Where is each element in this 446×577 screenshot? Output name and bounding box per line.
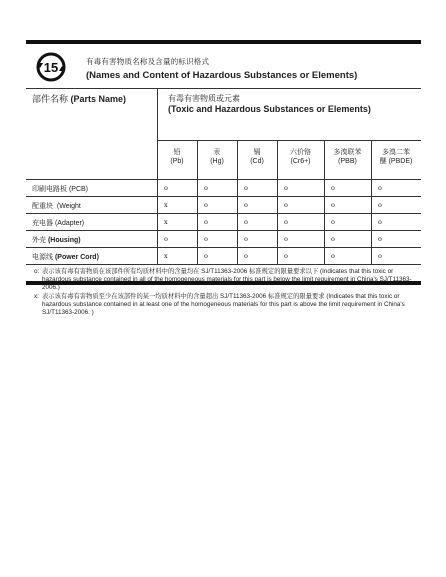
cell-value: x: [164, 201, 168, 209]
divider: [26, 213, 421, 214]
toxic-substances-header-cn: 有毒有害物质或元素: [168, 94, 240, 103]
cell-value: o: [331, 184, 335, 192]
cell-value: o: [284, 184, 288, 192]
toxic-substances-header-en: (Toxic and Hazardous Substances or Elements): [168, 104, 371, 114]
cell-value: o: [204, 184, 208, 192]
cell-value: x: [164, 218, 168, 226]
cell-value: o: [378, 184, 382, 192]
cell-value: o: [164, 235, 168, 243]
note-x: x: 表示该有毒有害物质至少在该部件的某一均质材料中的含量超出 SJ/T11363-2006 标准规定的限量要求 (Indicates that this toxic or hazardous substance contained in at least one of the homogeneous materials for this part is above the limit requirement in China's SJ/T11363-2006. ): [34, 293, 405, 316]
column-header-pbb: 多溴联苯 (PBB): [333, 149, 362, 165]
cell-value: o: [204, 218, 208, 226]
cell-value: o: [204, 201, 208, 209]
cell-value: o: [378, 218, 382, 226]
title-chinese: 有毒有害物质名称及含量的标识格式: [86, 57, 210, 66]
cell-value: o: [284, 252, 288, 260]
note-o: o: 表示该有毒有害物质在该部件所有均质材料中的含量均在 SJ/T11363-2006 标准规定的限量要求以下 (Indicates that this toxic or hazardous substance contained in all of the homogeneous materials for this part is below the limit requirement in China's SJ/T11363-2006.): [34, 268, 412, 291]
cell-value: o: [331, 252, 335, 260]
cell-value: x: [164, 252, 168, 260]
cell-value: o: [204, 252, 208, 260]
row-label-weight: 配重块 (Weight: [32, 203, 81, 210]
cell-value: o: [244, 184, 248, 192]
document-header: [26, 44, 421, 89]
column-header-cr6: 六价铬 (Cr6+): [290, 149, 311, 165]
cell-value: o: [331, 201, 335, 209]
cell-value: o: [378, 252, 382, 260]
divider: [157, 88, 158, 264]
title-english: (Names and Content of Hazardous Substances or Elements): [86, 70, 358, 81]
cell-value: o: [204, 235, 208, 243]
divider: [26, 196, 421, 197]
cell-value: o: [378, 235, 382, 243]
cell-value: o: [284, 218, 288, 226]
row-label-pcb: 印刷电路板 (PCB): [32, 186, 89, 193]
cell-value: o: [331, 235, 335, 243]
efup-15-logo-icon: [34, 50, 68, 84]
row-label-housing: 外壳 (Housing): [32, 237, 81, 244]
divider: [26, 88, 421, 89]
cell-value: o: [284, 201, 288, 209]
cell-value: o: [331, 218, 335, 226]
cell-value: o: [244, 235, 248, 243]
cell-value: o: [284, 235, 288, 243]
cell-value: o: [244, 218, 248, 226]
column-header-pbde: 多溴二苯 醚 (PBDE): [379, 149, 413, 165]
column-header-hg: 汞 (Hg): [210, 149, 224, 165]
logo-number: 15: [43, 60, 59, 75]
divider: [26, 264, 421, 265]
cell-value: o: [378, 201, 382, 209]
cell-value: o: [244, 252, 248, 260]
legend-notes: [34, 268, 416, 318]
row-label-adapter: 充电器 (Adapter): [32, 220, 85, 227]
cell-value: o: [164, 184, 168, 192]
cell-value: o: [244, 201, 248, 209]
divider: [26, 179, 421, 180]
divider: [26, 230, 421, 231]
hazardous-substances-table-frame: [26, 40, 421, 316]
parts-name-header: 部件名称 (Parts Name): [32, 94, 127, 104]
column-header-pb: 铅 (Pb): [170, 149, 184, 165]
column-header-cd: 镉 (Cd): [250, 149, 264, 165]
row-label-power-cord: 电源线 (Power Cord): [32, 254, 99, 261]
divider: [26, 247, 421, 248]
